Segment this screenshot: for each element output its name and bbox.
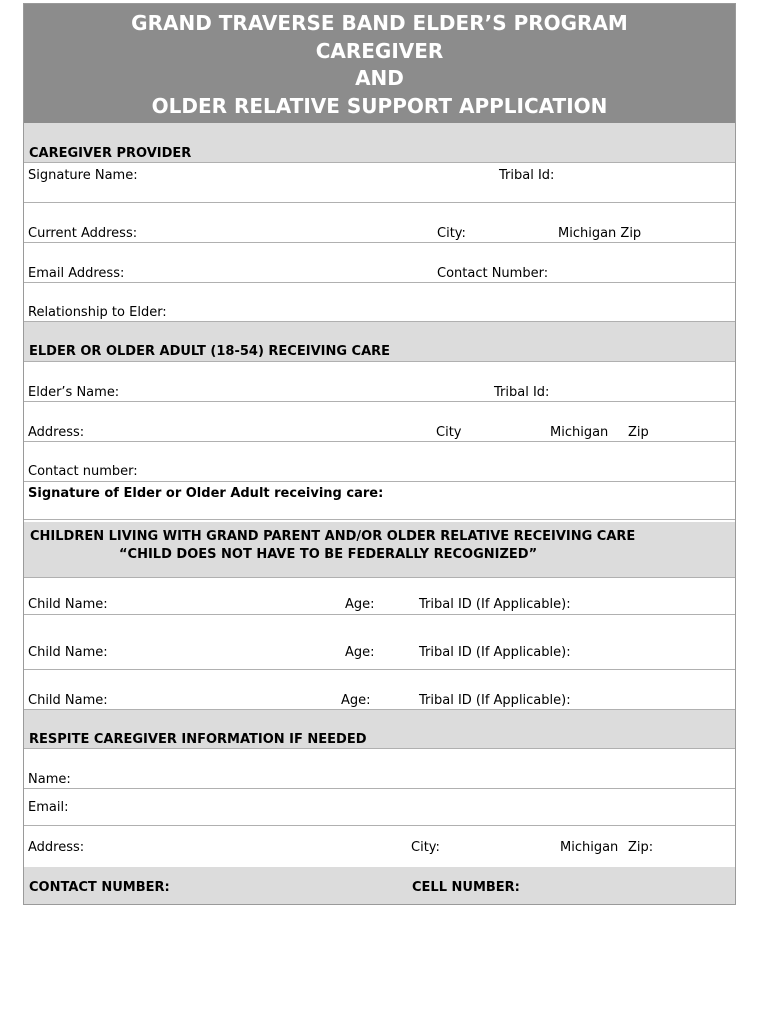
form-title-line-2: CAREGIVER xyxy=(315,38,444,63)
caregiver-tribal-id-field[interactable]: Tribal Id: xyxy=(499,168,555,183)
caregiver-current-address-field[interactable]: Current Address: xyxy=(28,226,138,241)
caregiver-contact-number-field[interactable]: Contact Number: xyxy=(437,266,549,281)
elder-zip-field[interactable]: Zip xyxy=(628,425,649,440)
divider xyxy=(24,519,735,520)
child-name-field[interactable]: Child Name: xyxy=(28,693,108,708)
respite-name-field[interactable]: Name: xyxy=(28,772,71,787)
children-section-note: “CHILD DOES NOT HAVE TO BE FEDERALLY RECOGNIZED” xyxy=(119,547,538,562)
elder-name-field[interactable]: Elder’s Name: xyxy=(28,385,120,400)
caregiver-relationship-field[interactable]: Relationship to Elder: xyxy=(28,305,167,320)
child-age-field[interactable]: Age: xyxy=(345,645,375,660)
respite-section-heading: RESPITE CAREGIVER INFORMATION IF NEEDED xyxy=(29,732,367,747)
elder-tribal-id-field[interactable]: Tribal Id: xyxy=(494,385,550,400)
divider xyxy=(24,614,735,615)
divider xyxy=(24,669,735,670)
elder-signature-field[interactable]: Signature of Elder or Older Adult receiving care: xyxy=(28,486,384,501)
divider xyxy=(24,202,735,203)
divider xyxy=(24,401,735,402)
form-title-line-1: GRAND TRAVERSE BAND ELDER’S PROGRAM xyxy=(131,11,628,35)
divider xyxy=(24,481,735,482)
divider xyxy=(24,162,735,163)
elder-address-field[interactable]: Address: xyxy=(28,425,85,440)
divider xyxy=(24,441,735,442)
divider xyxy=(24,361,735,362)
child-tribal-id-field[interactable]: Tribal ID (If Applicable): xyxy=(419,693,571,708)
child-age-field[interactable]: Age: xyxy=(341,693,371,708)
divider xyxy=(24,242,735,243)
application-form xyxy=(23,3,736,905)
elder-section-heading: ELDER OR OLDER ADULT (18-54) RECEIVING CARE xyxy=(29,344,391,359)
child-name-field[interactable]: Child Name: xyxy=(28,597,108,612)
caregiver-signature-name-field[interactable]: Signature Name: xyxy=(28,168,138,183)
child-tribal-id-field[interactable]: Tribal ID (If Applicable): xyxy=(419,645,571,660)
child-tribal-id-field[interactable]: Tribal ID (If Applicable): xyxy=(419,597,571,612)
child-name-field[interactable]: Child Name: xyxy=(28,645,108,660)
divider xyxy=(24,825,735,826)
elder-contact-number-field[interactable]: Contact number: xyxy=(28,464,138,479)
divider xyxy=(24,282,735,283)
respite-address-field[interactable]: Address: xyxy=(28,840,85,855)
respite-email-field[interactable]: Email: xyxy=(28,800,69,815)
divider xyxy=(24,788,735,789)
cell-number-field[interactable]: CELL NUMBER: xyxy=(412,880,520,895)
caregiver-email-field[interactable]: Email Address: xyxy=(28,266,125,281)
child-age-field[interactable]: Age: xyxy=(345,597,375,612)
respite-city-field[interactable]: City: xyxy=(411,840,440,855)
form-title-line-4: OLDER RELATIVE SUPPORT APPLICATION xyxy=(151,93,608,118)
elder-state-field[interactable]: Michigan xyxy=(550,425,609,440)
respite-zip-field[interactable]: Zip: xyxy=(628,840,654,855)
caregiver-city-field[interactable]: City: xyxy=(437,226,466,241)
divider xyxy=(24,577,735,578)
caregiver-state-zip-field[interactable]: Michigan Zip xyxy=(558,226,642,241)
divider xyxy=(24,748,735,749)
caregiver-section-heading: CAREGIVER PROVIDER xyxy=(29,146,192,161)
children-section-heading: CHILDREN LIVING WITH GRAND PARENT AND/OR OLDER RELATIVE RECEIVING CARE xyxy=(30,529,636,544)
elder-city-field[interactable]: City xyxy=(436,425,462,440)
form-title-banner xyxy=(24,4,735,123)
respite-state-field[interactable]: Michigan xyxy=(560,840,619,855)
contact-number-field[interactable]: CONTACT NUMBER: xyxy=(29,880,170,895)
form-title-line-3: AND xyxy=(355,66,404,90)
